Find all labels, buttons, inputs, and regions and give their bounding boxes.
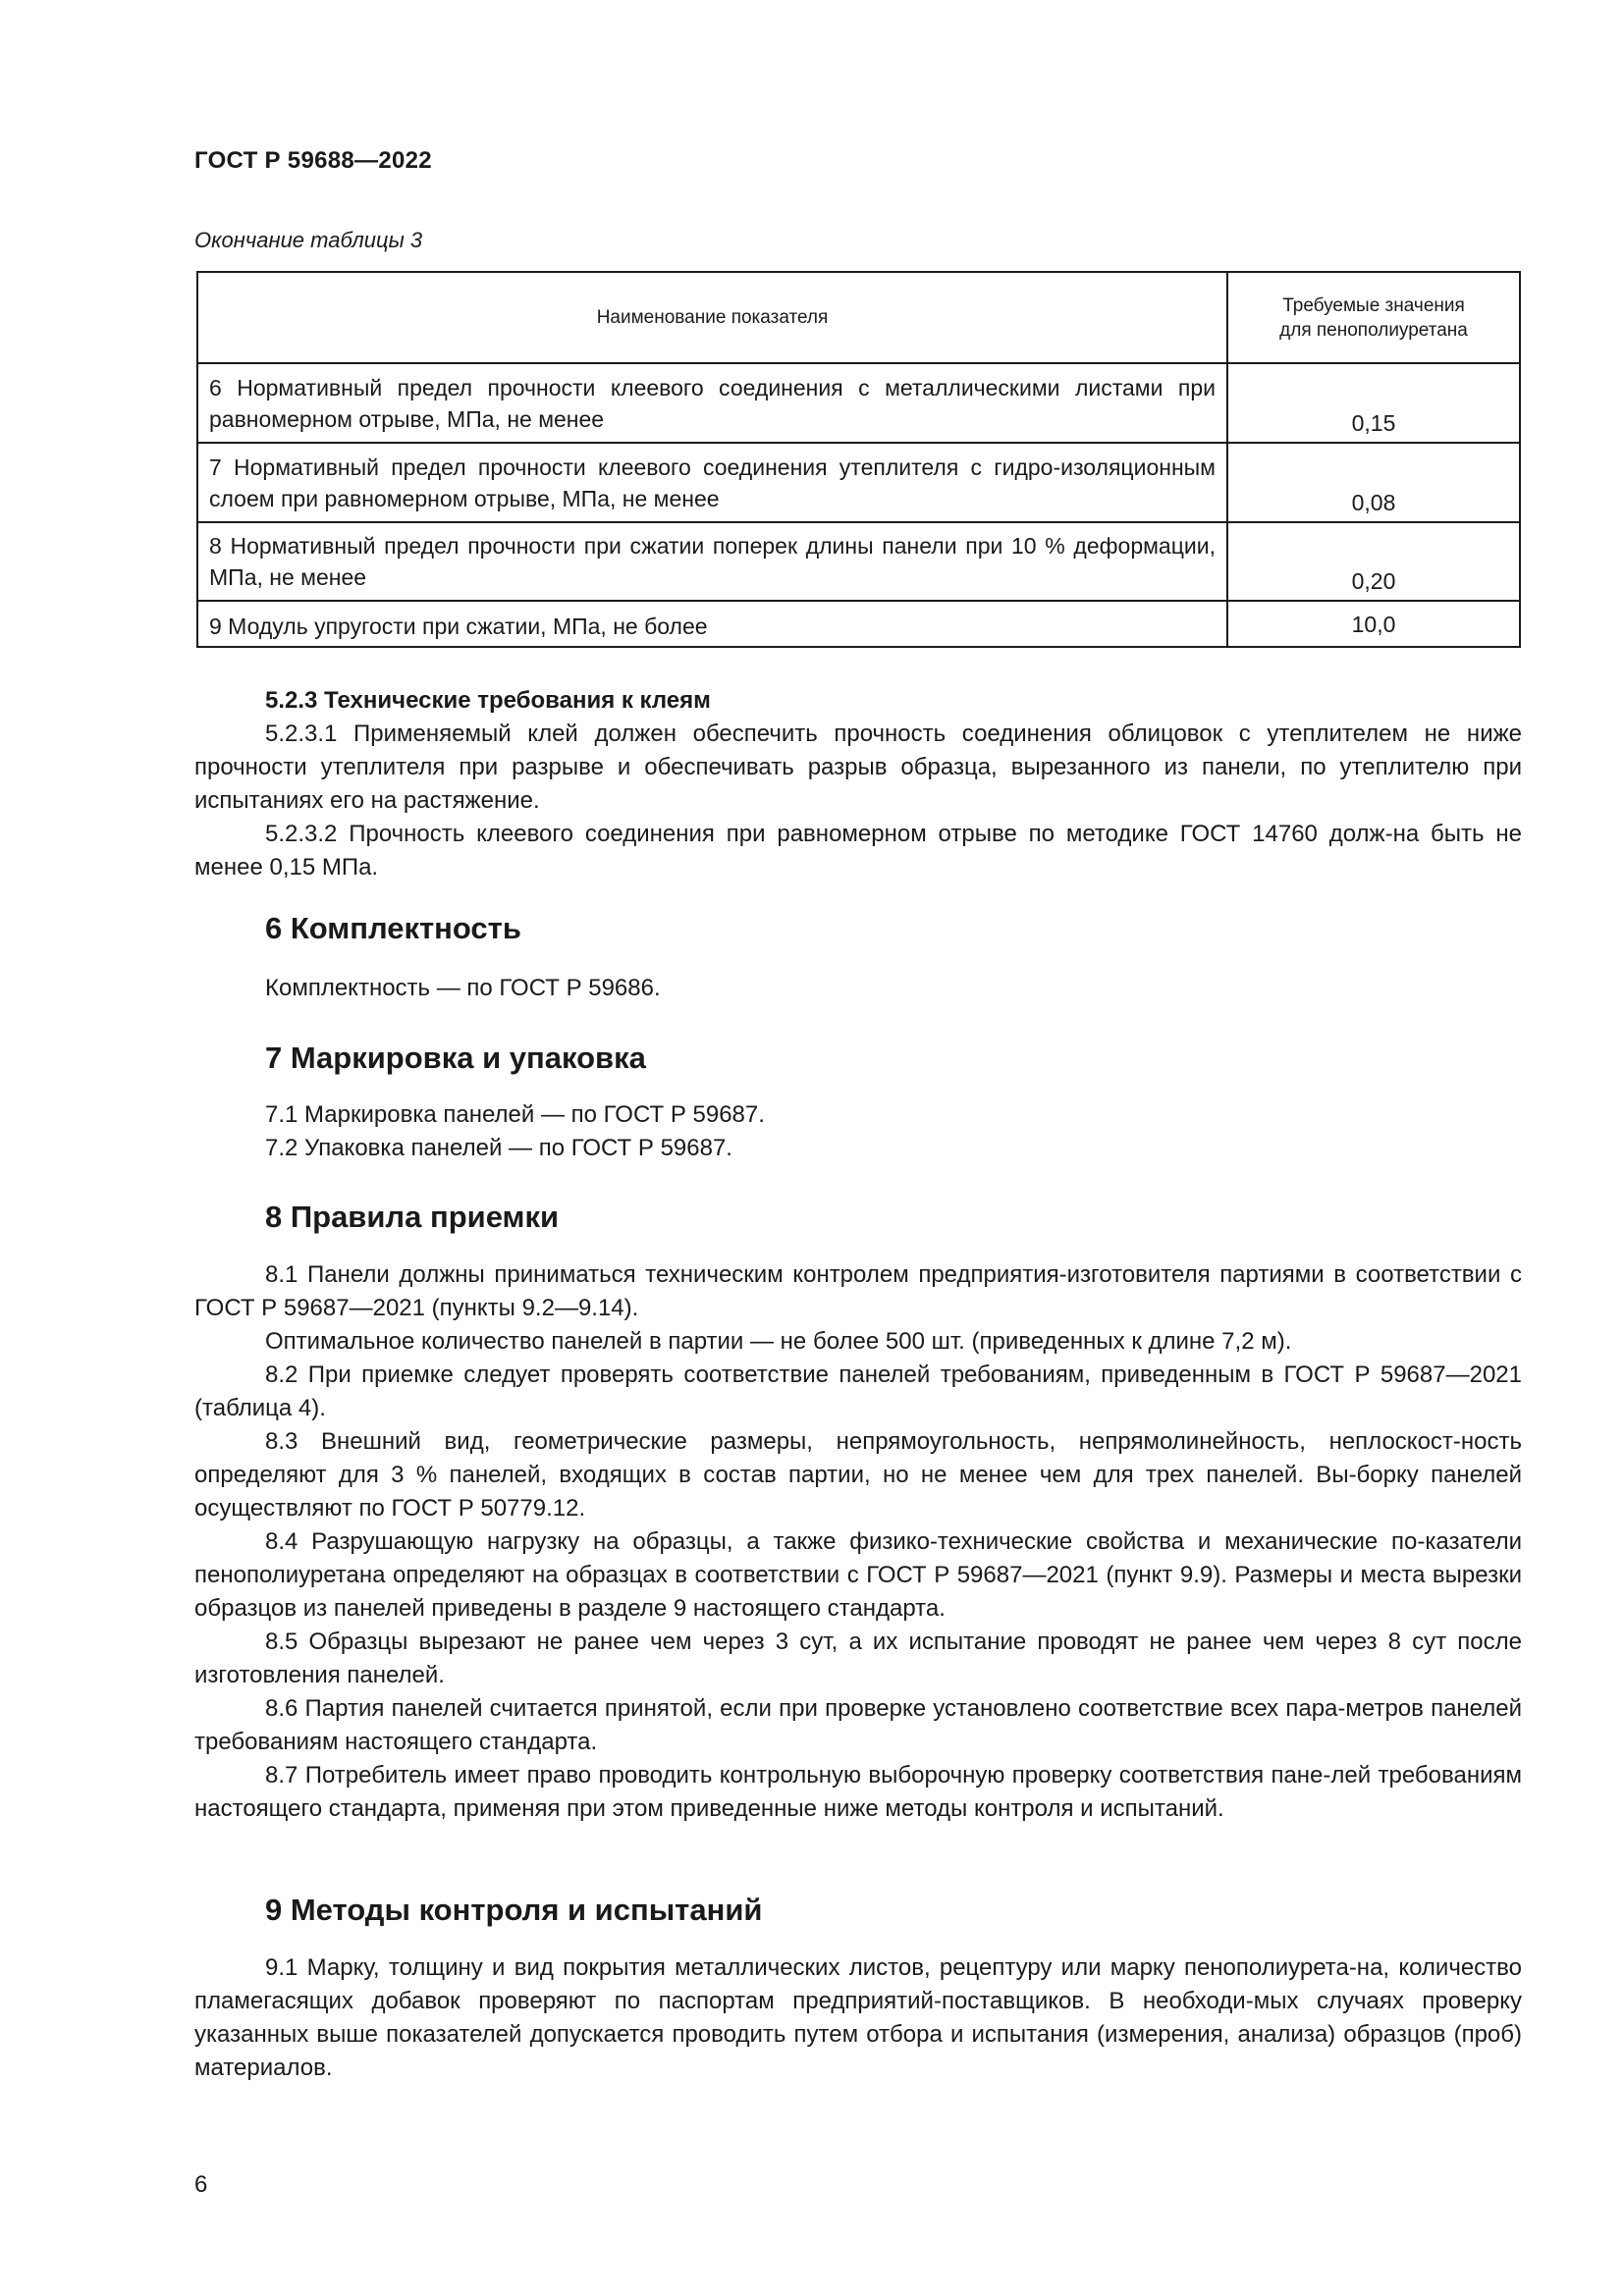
value-cell: 0,20 xyxy=(1227,522,1520,601)
col-header-value-line2: для пенополиуретана xyxy=(1279,319,1468,341)
paragraph: 5.2.3.2 Прочность клеевого соединения при равномерном отрыве по методике ГОСТ 14760 долж-на быть не менее 0,15 МПа. xyxy=(194,821,1522,881)
paragraph: 8.3 Внешний вид, геометрические размеры, непрямоугольность, непрямолинейность, неплоскост-ность определяют для 3 % панелей, входящих в состав партии, но не менее чем для трех панелей. Вы-борку панелей осуществляют по ГОСТ Р 50779.12. xyxy=(194,1428,1522,1522)
paragraph: 8.6 Партия панелей считается принятой, если при проверке установлено соответствие всех пара-метров панелей требованиям настоящего стандарта. xyxy=(194,1695,1522,1755)
indicator-cell: 6 Нормативный предел прочности клеевого соединения с металлическими листами при равномерном отрыве, МПа, не менее xyxy=(197,363,1227,443)
subsection-title: 5.2.3 Технические требования к клеям xyxy=(265,687,711,714)
section-5-2-3 xyxy=(194,684,1522,884)
indicator-cell: 8 Нормативный предел прочности при сжатии поперек длины панели при 10 % деформации, МПа, не менее xyxy=(197,522,1227,601)
table-row xyxy=(197,443,1520,522)
document-header: ГОСТ Р 59688—2022 xyxy=(194,147,432,174)
paragraph: 8.5 Образцы вырезают не ранее чем через 3 сут, а их испытание проводят не ранее чем через 8 сут после изготовления панелей. xyxy=(194,1629,1522,1688)
section-title: 9 Методы контроля и испытаний xyxy=(265,1893,763,1927)
table-row xyxy=(197,601,1520,647)
table-caption: Окончание таблицы 3 xyxy=(194,228,423,252)
value-cell: 0,15 xyxy=(1227,363,1520,443)
paragraph: 5.2.3.1 Применяемый клей должен обеспечить прочность соединения облицовок с утеплителем не ниже прочности утеплителя при разрыве и обеспечивать разрыв образца, вырезанного из панели, по утеплителю при испытаниях его на растяжение. xyxy=(194,721,1522,814)
indicator-cell: 7 Нормативный предел прочности клеевого соединения утеплителя с гидро-изоляционным слоем при равномерном отрыве, МПа, не менее xyxy=(197,443,1227,522)
indicator-cell: 9 Модуль упругости при сжатии, МПа, не более xyxy=(197,601,1227,647)
section-8-body xyxy=(194,1258,1522,1826)
paragraph: 8.1 Панели должны приниматься техническим контролем предприятия-изготовителя партиями в соответствии с ГОСТ Р 59687—2021 (пункты 9.2—9.14). xyxy=(194,1261,1522,1321)
paragraph: Оптимальное количество панелей в партии — не более 500 шт. (приведенных к длине 7,2 м). xyxy=(265,1328,1292,1355)
section-7-body xyxy=(194,1098,1522,1165)
section-title: 8 Правила приемки xyxy=(265,1200,560,1234)
paragraph: 8.4 Разрушающую нагрузку на образцы, а также физико-технические свойства и механические по-казатели пенополиуретана определяют на образцах в соответствии с ГОСТ Р 59687—2021 (пункт 9.9). Размеры и места вырезки образцов из панелей приведены в разделе 9 настоящего стандарта. xyxy=(194,1528,1522,1622)
value-cell: 10,0 xyxy=(1227,601,1520,647)
paragraph: 8.2 При приемке следует проверять соответствие панелей требованиям, приведенным в ГОСТ Р 59687—2021 (таблица 4). xyxy=(194,1362,1522,1421)
section-6-body xyxy=(194,972,1522,1005)
section-title: 7 Маркировка и упаковка xyxy=(265,1041,646,1075)
table-header-row xyxy=(197,272,1520,363)
table-row xyxy=(197,522,1520,601)
page-number: 6 xyxy=(194,2171,208,2198)
paragraph: 8.7 Потребитель имеет право проводить контрольную выборочную проверку соответствия пане-лей требованиям настоящего стандарта, применяя при этом приведенные ниже методы контроля и испытаний. xyxy=(194,1762,1522,1822)
paragraph: Комплектность — по ГОСТ Р 59686. xyxy=(265,975,661,1001)
table-3-end xyxy=(196,271,1521,648)
section-title: 6 Комплектность xyxy=(265,911,521,945)
paragraph: 7.1 Маркировка панелей — по ГОСТ Р 59687. xyxy=(265,1101,765,1128)
col-header-value-line1: Требуемые значения xyxy=(1282,294,1465,316)
table-row xyxy=(197,363,1520,443)
section-9-body xyxy=(194,1951,1522,2085)
value-cell: 0,08 xyxy=(1227,443,1520,522)
col-header-value xyxy=(1227,272,1520,363)
paragraph: 7.2 Упаковка панелей — по ГОСТ Р 59687. xyxy=(265,1135,732,1161)
paragraph: 9.1 Марку, толщину и вид покрытия металлических листов, рецептуру или марку пенополиурета-на, количество пламегасящих добавок проверяют по паспортам предприятий-поставщиков. В необходи-мых случаях проверку указанных выше показателей допускается проводить путем отбора и испытания (измерения, анализа) образцов (проб) материалов. xyxy=(194,1954,1522,2081)
col-header-indicator: Наименование показателя xyxy=(197,272,1227,363)
